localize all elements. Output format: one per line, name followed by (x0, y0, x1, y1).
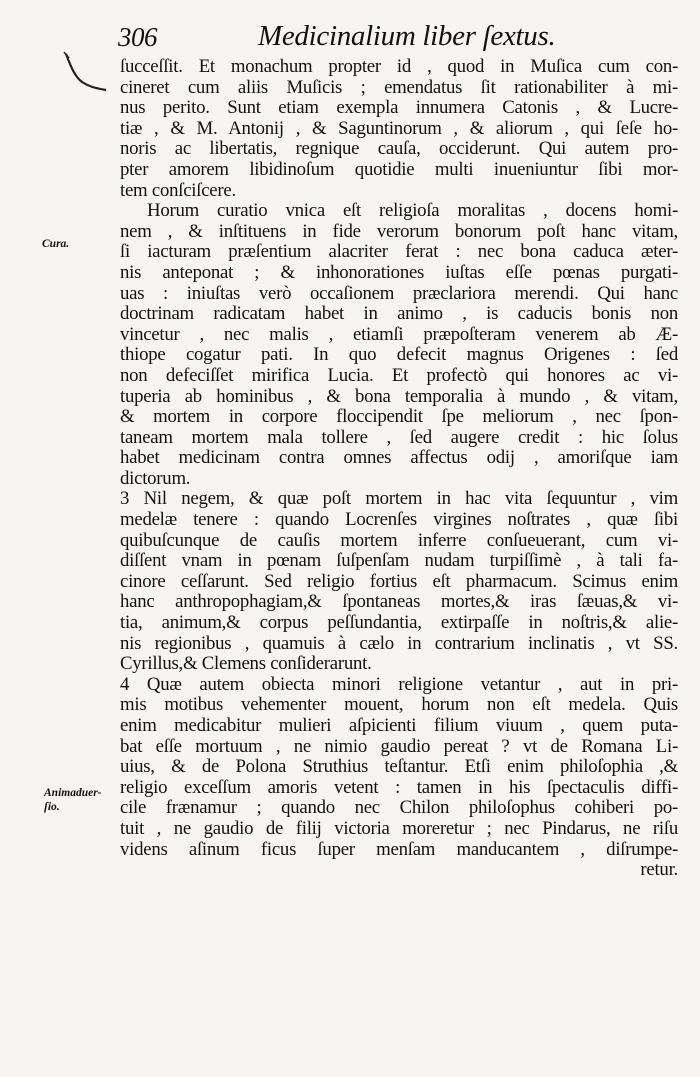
text-line: mis motibus vehementer mouent, horum non eſt medela. Quis (120, 694, 678, 716)
text-line: medelæ tenere : quando Locrenſes virgines noſtrates , quæ ſibi (120, 509, 678, 531)
running-title: Medicinalium liber ſextus. (258, 20, 556, 52)
side-note-animaduersio-1: Animaduer- (44, 787, 102, 799)
text-line: taneam mortem mala tollere , ſed augere credit : hic ſolus (120, 426, 678, 448)
text-line: vincetur , nec malis , etiamſi præpoſteram venerem ab Æ- (120, 323, 678, 345)
text-line: uas : iniuſtas verò occaſionem præclariora merendi. Qui hanc (120, 282, 678, 304)
text-line: nis regionibus , quamuis à cælo in contrarium inclinatis , vt SS. (120, 632, 678, 654)
text-line: tuperia ab hominibus , & bona temporalia à mundo , & vitam, (120, 385, 678, 407)
text-line: habet medicinam contra omnes affectus odij , amoriſque iam (120, 447, 678, 469)
text-line: cinore ceſſarunt. Sed religio fortius eſt pharmacum. Scimus enim (120, 570, 678, 592)
text-line: doctrinam radicatam habet in animo , is caducis bonis non (120, 303, 678, 325)
text-line: Cyrillus,& Clemens conſiderarunt. (120, 653, 372, 675)
side-note-cura: Cura. (42, 238, 70, 250)
text-line: enim medicabitur mulieri aſpicienti filium viuum , quem puta- (120, 715, 678, 736)
text-line: ſi iacturam præſentium alacriter ferat : nec bona caduca æter- (120, 241, 678, 263)
text-line: 3 Nil negem, & quæ poſt mortem in hac vita ſequuntur , vim (120, 488, 678, 510)
text-line: bat eſſe mortuum , ne nimio gaudio pereat ? vt de Romana Li- (120, 735, 678, 757)
text-line: hanc anthropophagiam,& ſpontaneas mortes,& iras ſæuas,& vi- (120, 591, 678, 613)
text-line: & mortem in corpore floccipendit ſpe meliorum , nec ſpon- (120, 406, 678, 428)
text-line: 4 Quæ autem obiecta minori religione vetantur , aut in pri- (120, 673, 678, 695)
text-line: diſſent vnam in pœnam ſuſpenſam nudam turpiſſimè , à tali fa- (120, 550, 678, 572)
body-text (120, 57, 678, 881)
text-line: quibuſcunque de cauſis mortem inferre conſueuerant, cum vi- (120, 529, 678, 551)
text-line: pter amorem libidinoſum quotidie multi inueniuntur ſibi mor- (120, 158, 678, 180)
text-line: nus perito. Sunt etiam exempla innumera Catonis , & Lucre- (120, 97, 678, 119)
side-note-animaduersio-2: ſio. (44, 801, 60, 813)
text-line: nem , & inſtituens in fide verorum bonorum poſt hanc vitam, (120, 220, 678, 242)
text-line: noris ac libertatis, regnique cauſa, occiderunt. Qui autem pro- (120, 138, 678, 160)
catchword: retur. (640, 859, 678, 881)
text-line: dictorum. (120, 467, 191, 489)
text-line: cineret cum aliis Muſicis ; emendatus ſit rationabiliter à mi- (120, 76, 678, 98)
text-line: tia, animum,& corpus peſſundantia, extirpaſſe in noſtris,& alie- (120, 612, 678, 634)
text-line: tem conſciſcere. (120, 179, 236, 201)
text-line: uius, & de Polona Struthius teſtantur. Etſi enim philoſophia ,& (120, 756, 678, 778)
text-line: Horum curatio vnica eſt religioſa moralitas , docens homi- (147, 200, 678, 222)
page-number: 306 (118, 22, 157, 52)
text-line: videns aſinum ficus ſuper menſam manducantem , diſrumpe- (120, 838, 678, 860)
pen-mark-icon (60, 50, 110, 100)
text-line: non defeciſſet mirifica Lucia. Et profectò qui honores ac vi- (120, 364, 678, 386)
text-line: tiæ , & M. Antonij , & Saguntinorum , & aliorum , qui ſeſe ho- (120, 117, 678, 139)
text-line: tuit , ne gaudio de filij victoria moreretur ; nec Pindarus, ne riſu (120, 817, 678, 839)
page-header (118, 18, 558, 58)
text-line: religio exceſſum amoris vetent : tamen in his ſpectaculis diffi- (120, 776, 678, 798)
text-line: thiope cogatur pati. In quo defecit magnus Origenes : ſed (120, 344, 678, 366)
text-line: nis anteponat ; & inhonorationes iuſtas eſſe pœnas purgati- (120, 261, 678, 283)
text-line: ſucceſſit. Et monachum propter id , quod in Muſica cum con- (120, 56, 678, 77)
text-line: cile frænamur ; quando nec Chilon philoſophus cohiberi po- (120, 797, 678, 819)
